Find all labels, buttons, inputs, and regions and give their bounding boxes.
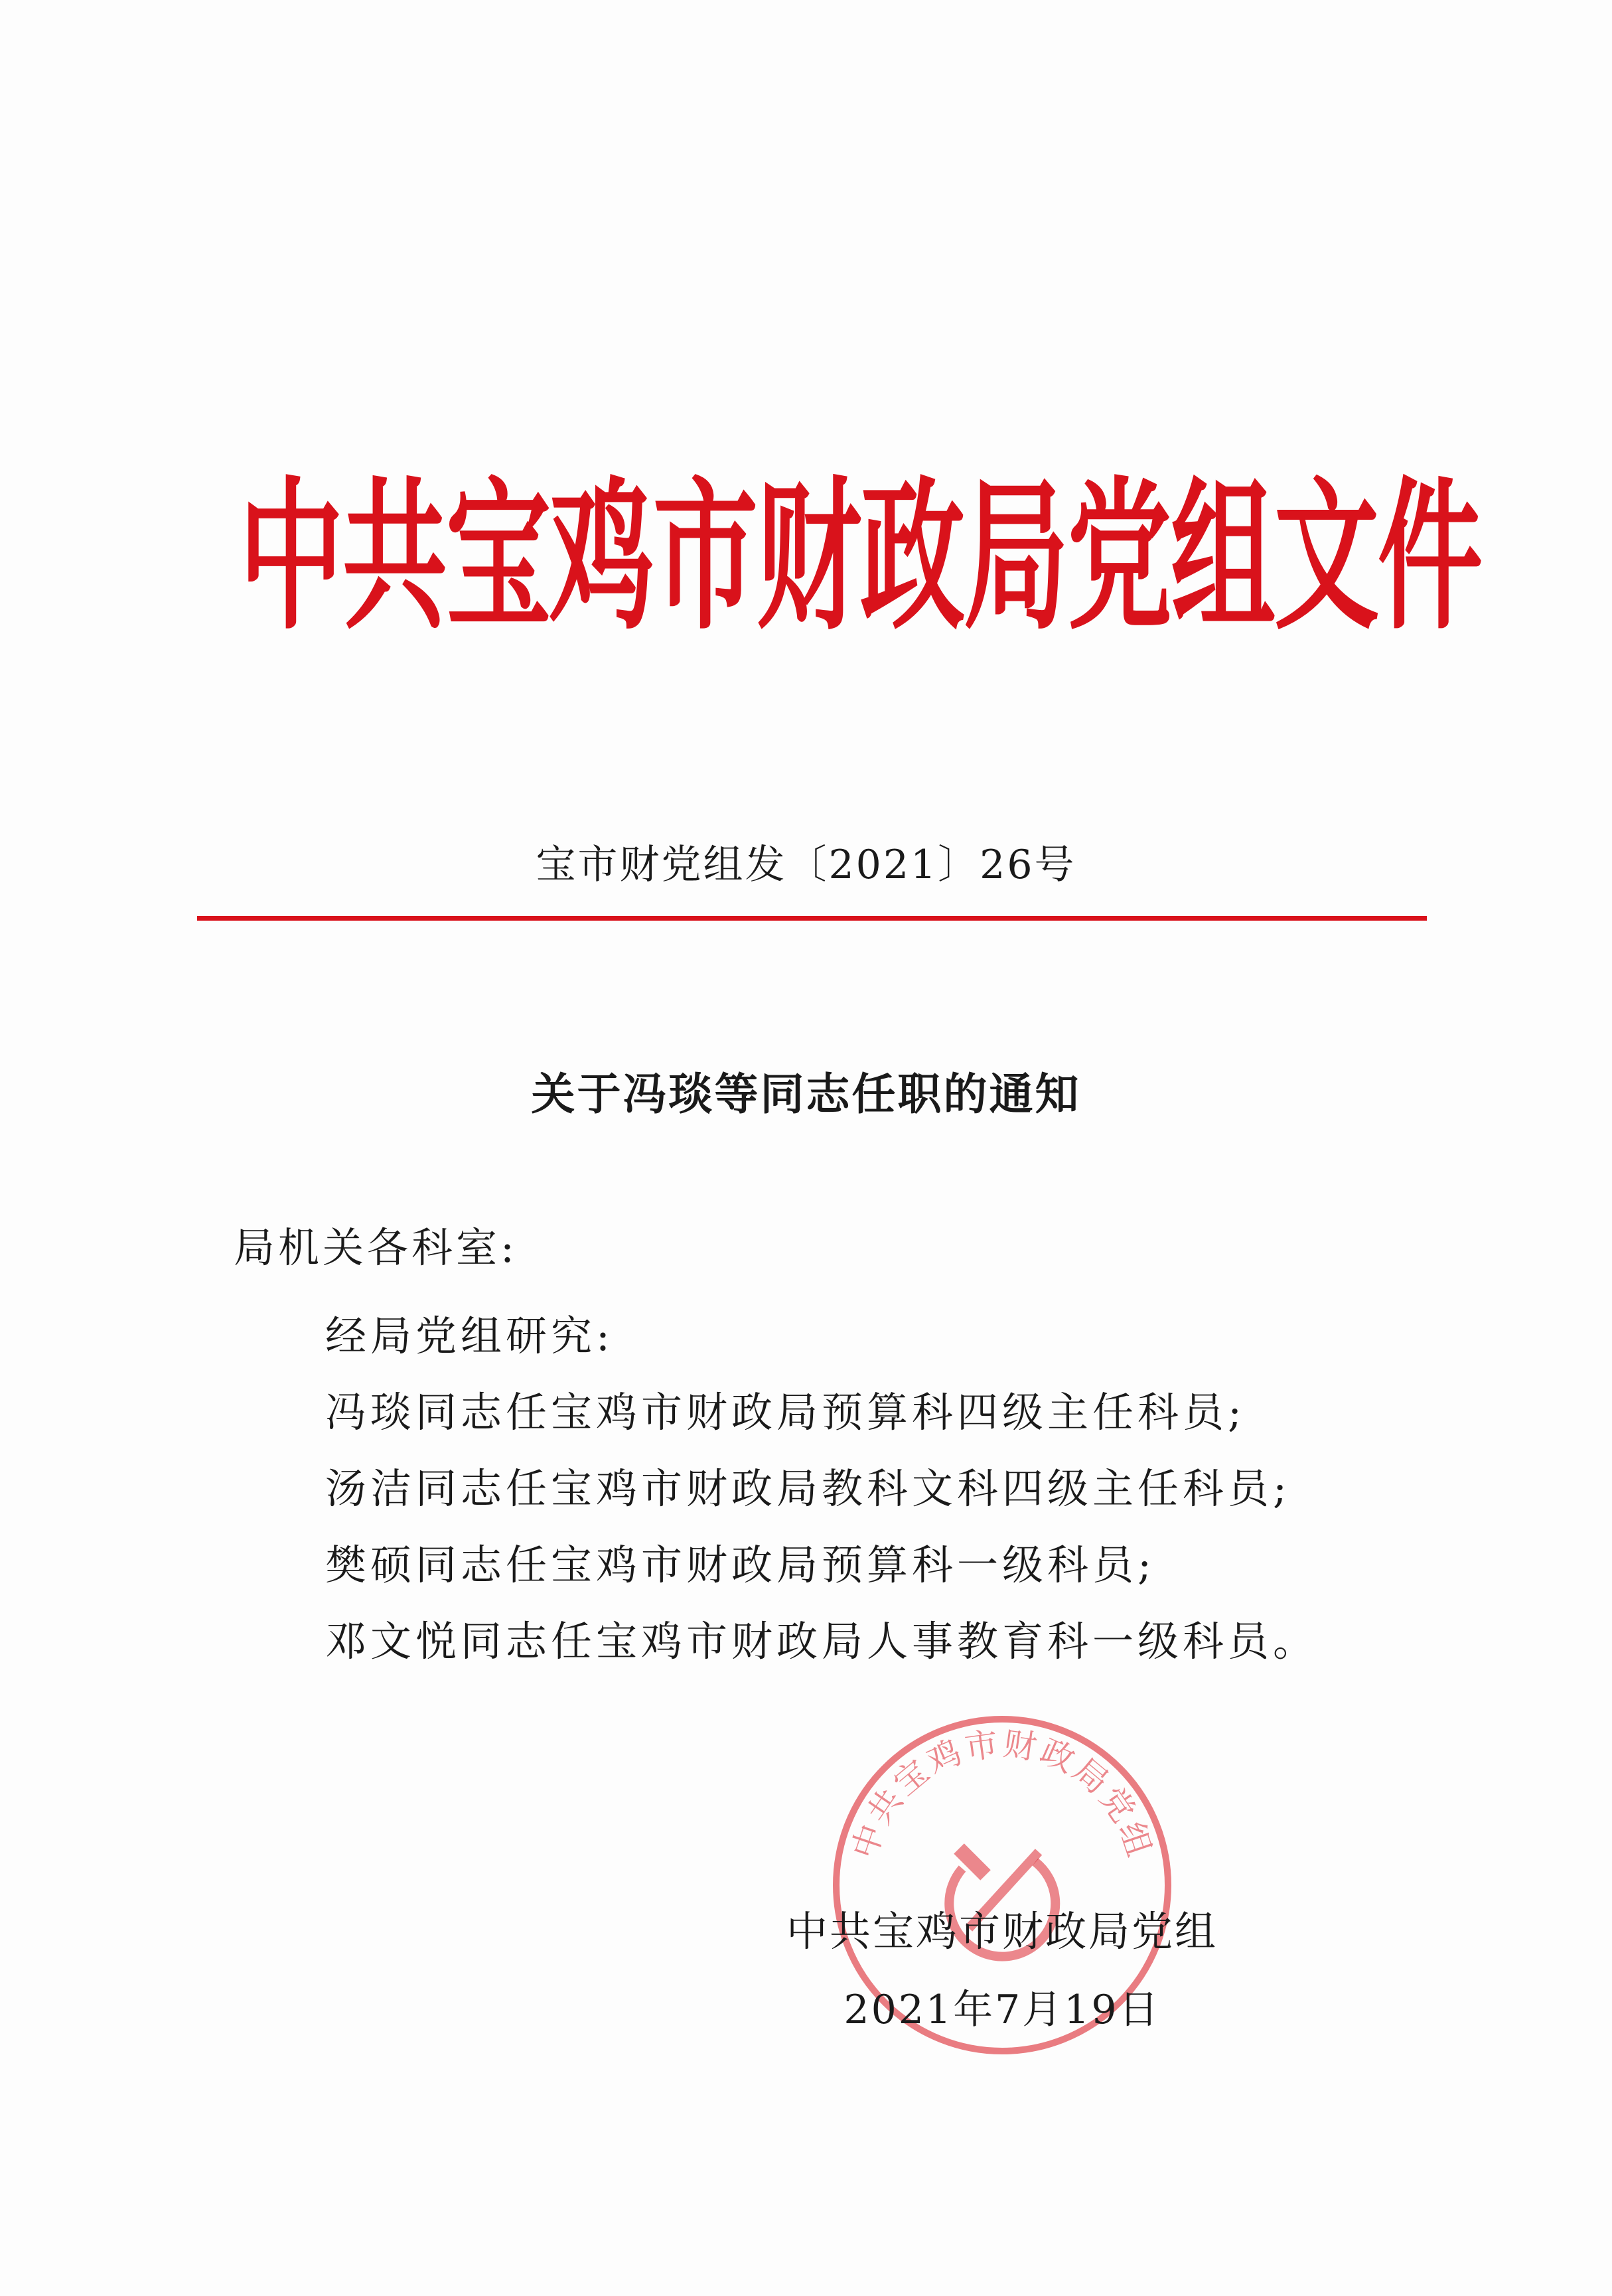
salutation: 局机关各科室: xyxy=(234,1223,518,1272)
red-divider-rule xyxy=(197,916,1427,921)
body-line-appointment: 樊硕同志任宝鸡市财政局预算科一级科员; xyxy=(325,1541,1155,1589)
masthead-title: 中共宝鸡市财政局党组文件 xyxy=(239,461,1481,652)
body-line-appointment: 冯琰同志任宝鸡市财政局预算科四级主任科员; xyxy=(325,1388,1246,1436)
body-line-intro: 经局党组研究: xyxy=(325,1312,614,1360)
notice-body xyxy=(325,1298,1453,1679)
issue-date: 2021年7月19日 xyxy=(843,1987,1161,2033)
body-line-appointment: 汤洁同志任宝鸡市财政局教科文科四级主任科员; xyxy=(325,1464,1291,1513)
body-line-appointment: 邓文悦同志任宝鸡市财政局人事教育科一级科员。 xyxy=(325,1617,1319,1665)
svg-text:中共宝鸡市财政局党组 xyxy=(845,1724,1159,1864)
document-number: 宝市财党组发〔2021〕26号 xyxy=(536,842,1076,888)
seal-text: 中共宝鸡市财政局党组 xyxy=(844,1724,1160,1864)
issuer-signature: 中共宝鸡市财政局党组 xyxy=(786,1907,1218,1955)
notice-title: 关于冯琰等同志任职的通知 xyxy=(531,1069,1081,1120)
